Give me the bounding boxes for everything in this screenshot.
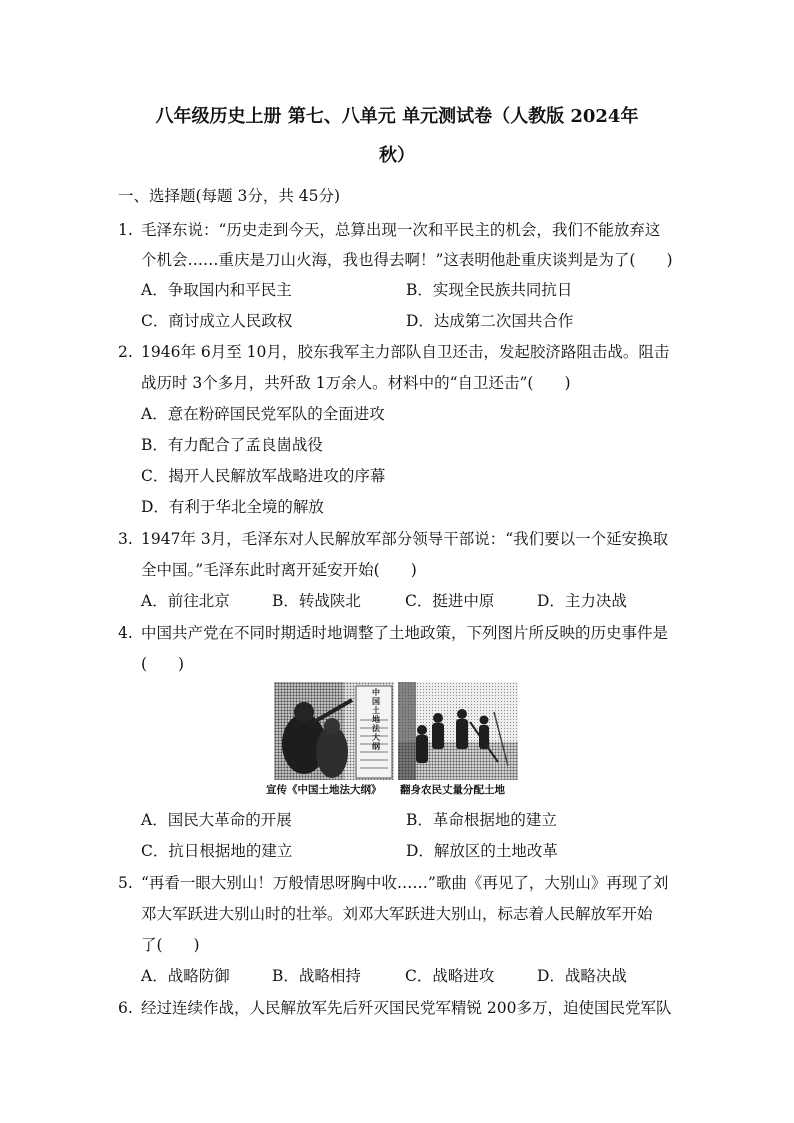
question-text: 毛泽东说：“历史走到今天，总算出现一次和平民主的机会，我们不能放弃这: [141, 221, 661, 239]
question-text: 1946年 6月至 10月，胶东我军主力部队自卫还击，发起胶济路阻击战。阻击: [141, 343, 670, 361]
question-text: 战历时 3个多月，共歼敌 1万余人。材料中的“自卫还击”( ): [141, 374, 571, 392]
question-text: 中国共产党在不同时期适时地调整了土地政策，下列图片所反映的历史事件是: [141, 624, 669, 642]
option-d: D．主力决战: [537, 592, 627, 610]
caption-left: 宣传《中国土地法大纲》: [266, 784, 382, 796]
question-text: ( ): [141, 655, 185, 673]
page-title-continued: 秋）: [379, 145, 415, 166]
question-text: 全中国。”毛泽东此时离开延安开始( ): [141, 561, 417, 579]
question-text: 个机会……重庆是刀山火海，我也得去啊！”这表明他赴重庆谈判是为了( ): [141, 251, 673, 269]
option-a: A．意在粉碎国民党军队的全面进攻: [141, 405, 385, 423]
photo-poster-propaganda: [274, 682, 394, 780]
option-a: A．前往北京: [141, 592, 230, 610]
question-number: 4.: [118, 624, 133, 642]
option-c: C．挺进中原: [405, 592, 495, 610]
question-number: 1.: [118, 221, 133, 239]
question-number: 5.: [118, 874, 133, 892]
option-b: B．战略相持: [272, 967, 361, 985]
option-d: D．达成第二次国共合作: [406, 312, 574, 330]
question-text: 经过连续作战，人民解放军先后歼灭国民党军精锐 200多万，迫使国民党军队: [141, 999, 672, 1017]
option-d: D．战略决战: [537, 967, 627, 985]
caption-right: 翻身农民丈量分配土地: [400, 784, 505, 796]
option-d: D．解放区的土地改革: [406, 842, 558, 860]
section-heading: 一、选择题(每题 3分，共 45分): [118, 187, 341, 205]
question-number: 2.: [118, 343, 133, 361]
option-c: C．揭开人民解放军战略进攻的序幕: [141, 467, 386, 485]
question-text: 了( ): [141, 936, 200, 954]
option-b: B．实现全民族共同抗日: [406, 281, 573, 299]
option-a: A．争取国内和平民主: [141, 281, 292, 299]
option-d: D．有利于华北全境的解放: [141, 498, 324, 516]
option-b: B．革命根据地的建立: [406, 811, 557, 829]
question-number: 6.: [118, 999, 133, 1017]
option-a: A．战略防御: [141, 967, 230, 985]
photo-farmers-measuring-land: [398, 682, 518, 780]
page-title: 八年级历史上册 第七、八单元 单元测试卷（人教版 2024年: [155, 106, 639, 127]
option-c: C．商讨成立人民政权: [141, 312, 293, 330]
option-a: A．国民大革命的开展: [141, 811, 292, 829]
option-b: B．有力配合了孟良崮战役: [141, 436, 323, 454]
question-figure: [266, 682, 520, 800]
question-text: 1947年 3月，毛泽东对人民解放军部分领导干部说：“我们要以一个延安换取: [141, 530, 669, 548]
option-b: B．转战陕北: [272, 592, 361, 610]
question-text: “再看一眼大别山！万般情思呀胸中收……”歌曲《再见了，大别山》再现了刘: [141, 874, 669, 892]
option-c: C．战略进攻: [405, 967, 495, 985]
question-number: 3.: [118, 530, 133, 548]
question-text: 邓大军跃进大别山时的壮举。刘邓大军跃进大别山，标志着人民解放军开始: [141, 905, 653, 923]
option-c: C．抗日根据地的建立: [141, 842, 293, 860]
poster-text: 中国土地法大纲: [372, 688, 380, 751]
